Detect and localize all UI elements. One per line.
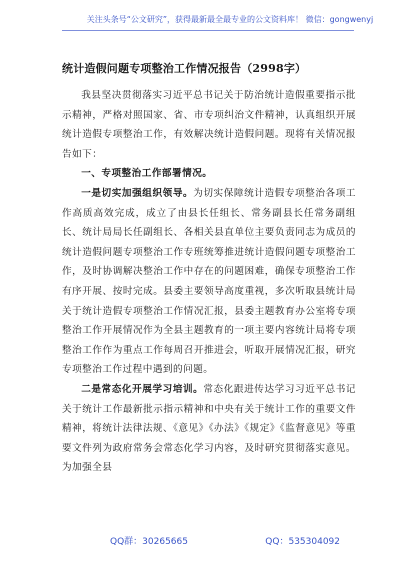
paragraph-text: 常态化跟进传达学习习近平总书记关于统计工作最新批示指示精神和中央有关于统计工作的重要文件精神，将统计法律法规、《意见》《办法》《规定》《监督意见》等重要文件列为政府常务会常态化学习内容，及时研究贯彻落实意见。为加强全县	[62, 383, 357, 474]
paragraph-lead: 一是切实加强组织领导。	[81, 187, 194, 199]
page-title: 统计造假问题专项整治工作情况报告（2998字）	[62, 62, 307, 75]
section-heading-text: 一、专项整治工作部署情况。	[81, 168, 213, 180]
section-heading	[62, 164, 356, 184]
footer-qq-group: QQ群：30265665	[110, 537, 188, 547]
footer-qq: QQ：535304092	[265, 537, 340, 547]
intro-paragraph: 我县坚决贯彻落实习近平总书记关于防治统计造假重要指示批示精神，严格对照国家、省、市专项纠治文件精神，认真组织开展统计造假专项整治工作，有效解决统计造假问题。现将有关情况报告如下：	[62, 90, 356, 160]
header-note: 关注头条号“公文研究”，获得最新最全最专业的公文资料库！ 微信：gongwenyj	[86, 15, 374, 24]
document-body	[62, 86, 356, 478]
header-divider	[62, 30, 354, 31]
footer-contacts	[110, 534, 340, 547]
paragraph-training	[62, 380, 356, 478]
paragraph-text: 为切实保障统计造假专项整治各项工作高质高效完成，成立了由县长任组长、常务副县长任常务副组长、统计局局长任副组长、各相关县直单位主要负责同志为成员的统计造假问题专项整治工作专班统筹推进统计造假问题专项整治工作，及时协调解决整治工作中存在的问题困难，确保专项整治工作有序开展、按时完成。县委主要领导高度重视，多次听取县统计局关于统计造假专项整治工作情况汇报，县委主题教育办公室将专项整治工作开展情况作为全县主题教育的一项主要内容统计局将专项整治工作作为重点工作每周召开推进会，听取开展情况汇报，研究专项整治工作过程中遇到的问题。	[62, 187, 357, 376]
paragraph-organization	[62, 184, 356, 380]
paragraph-lead: 二是常态化开展学习培训。	[81, 383, 204, 395]
